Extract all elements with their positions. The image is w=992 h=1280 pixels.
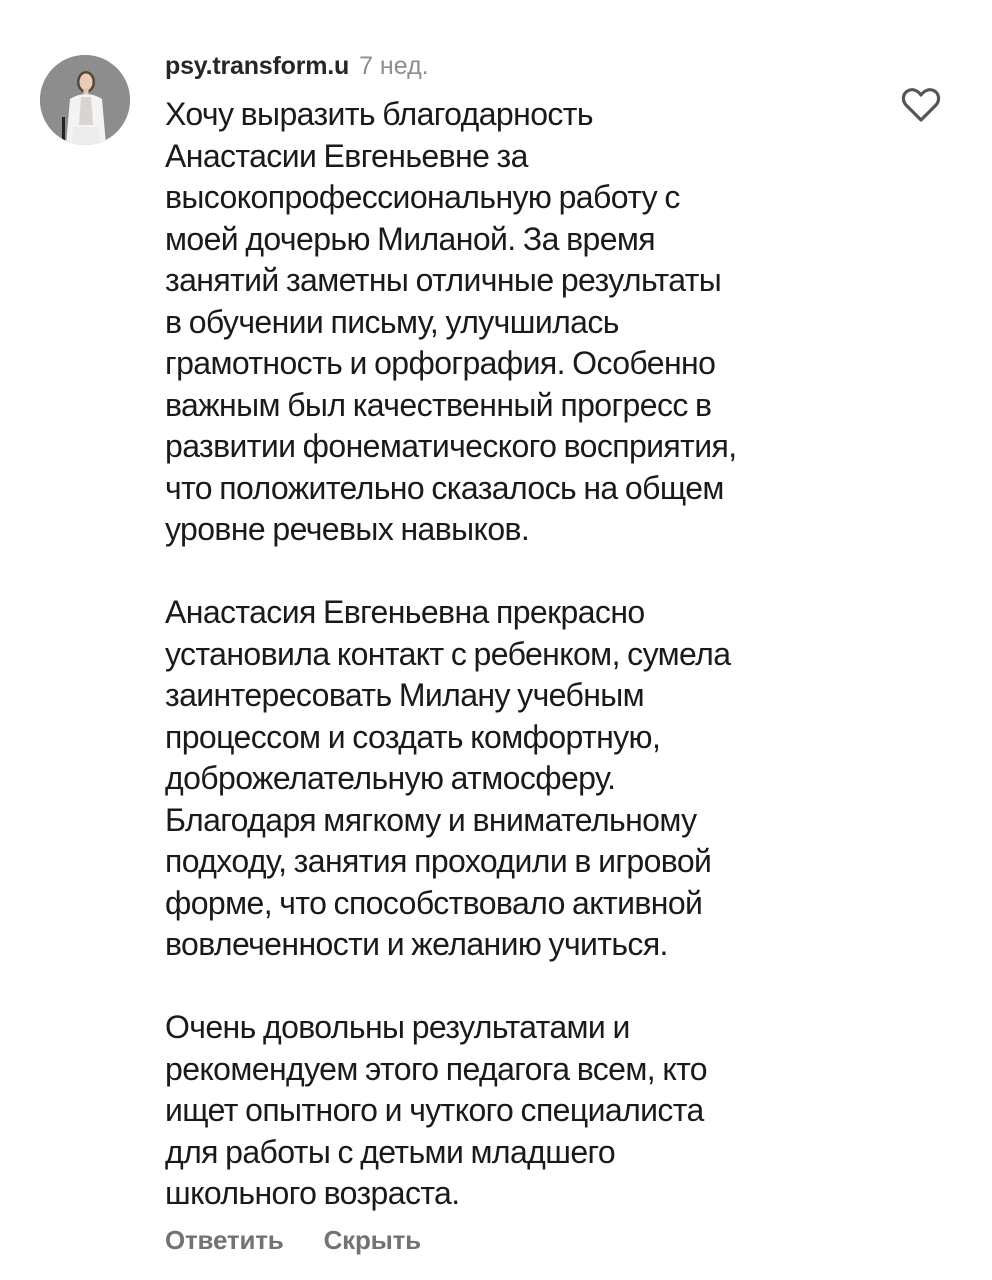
text-line: Хочу выразить благодарность xyxy=(165,96,593,132)
text-line: моей дочерью Миланой. За время xyxy=(165,220,656,257)
text-line: подходу, занятия проходили в игровой xyxy=(165,843,712,879)
hide-button[interactable]: Скрыть xyxy=(323,1225,421,1255)
text-line: процессом и создать комфортную, xyxy=(165,718,661,755)
paragraph-3 xyxy=(165,1007,865,1215)
text-line: высокопрофессиональную работу с xyxy=(165,179,680,215)
text-line: что положительно сказалось на общем xyxy=(165,469,724,506)
username-link[interactable]: psy.transform.u xyxy=(165,52,350,80)
text-line: Анастасия Евгеньевна прекрасно xyxy=(165,594,645,630)
text-line: важным был качественный прогресс в xyxy=(165,386,712,423)
heart-outline-icon xyxy=(900,84,942,124)
text-line: Анастасии Евгеньевне за xyxy=(165,137,528,174)
text-line: школьного возраста. xyxy=(165,1175,460,1211)
text-line: занятий заметны отличные результаты xyxy=(165,262,722,298)
text-line: в обучении письму, улучшилась xyxy=(165,303,619,340)
text-line: уровне речевых навыков. xyxy=(165,511,530,547)
text-line: ищет опытного и чуткого специалиста xyxy=(165,1092,704,1128)
like-button[interactable] xyxy=(900,84,942,124)
paragraph-2 xyxy=(165,592,865,966)
text-line: установила контакт с ребенком, сумела xyxy=(165,635,731,672)
reply-button[interactable]: Ответить xyxy=(165,1225,284,1255)
comment-header xyxy=(165,52,865,84)
text-line: для работы с детьми младшего xyxy=(165,1133,616,1170)
timestamp: 7 нед. xyxy=(359,52,429,80)
text-line: заинтересовать Милану учебным xyxy=(165,677,645,713)
text-line: развитии фонематического восприятия, xyxy=(165,428,737,464)
text-line: грамотность и орфография. Особенно xyxy=(165,345,716,381)
comment-actions xyxy=(165,1225,421,1256)
text-line: доброжелательную атмосферу. xyxy=(165,760,616,796)
comment-text xyxy=(165,94,865,1215)
avatar[interactable] xyxy=(40,55,130,145)
paragraph-1 xyxy=(165,94,865,551)
profile-photo-icon xyxy=(40,55,130,145)
text-line: рекомендуем этого педагога всем, кто xyxy=(165,1050,707,1087)
comment-content xyxy=(165,52,865,1215)
text-line: Очень довольны результатами и xyxy=(165,1009,630,1045)
text-line: форме, что способствовало активной xyxy=(165,884,703,921)
text-line: Благодаря мягкому и внимательному xyxy=(165,801,697,838)
text-line: вовлеченности и желанию учиться. xyxy=(165,926,668,962)
